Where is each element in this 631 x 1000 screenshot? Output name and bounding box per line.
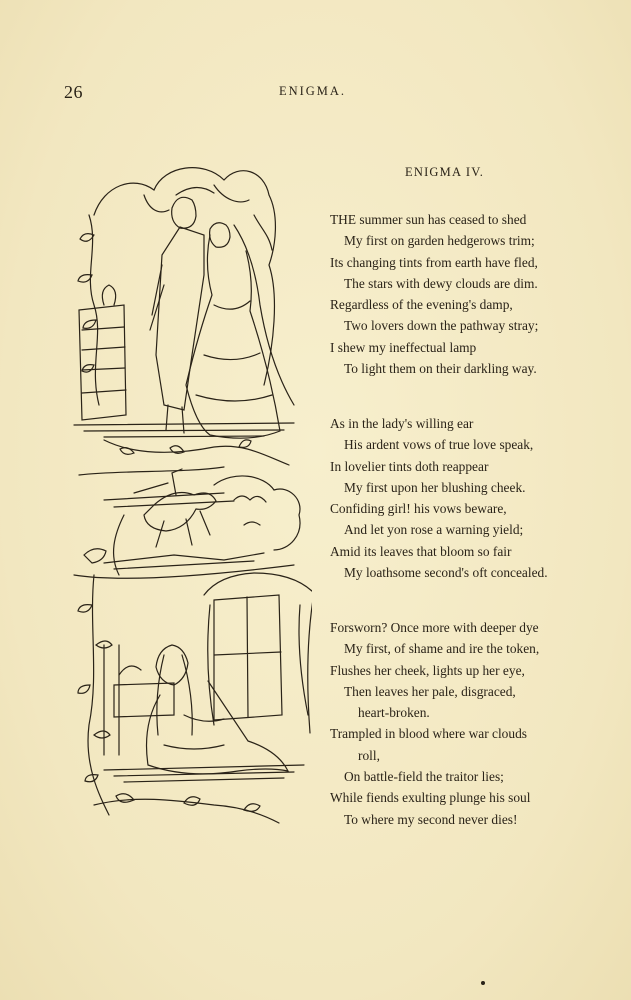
poem-line: To light them on their darkling way. [344,361,537,377]
poem-line: On battle-field the traitor lies; [344,769,504,785]
enigma-title: ENIGMA IV. [405,165,485,179]
poem-line: As in the lady's willing ear [330,416,474,431]
running-title-text: ENIGMA. [278,84,347,98]
page-number: 26 [64,82,83,102]
poem-line: My first, of shame and ire the token, [344,641,540,657]
lovers-in-garden-scene [74,168,294,465]
poem-line: To where my second never dies! [344,811,518,827]
poem-line: Flushes her cheek, lights up her eye, [330,662,525,678]
poem-line: I shew my ineffectual lamp [330,339,477,355]
poem-line: Its changing tints from earth have fled, [330,254,538,270]
engraving-illustration [64,155,312,830]
poem-line: Then leaves her pale, disgraced, [344,683,516,699]
poem-line: My first on garden hedgerows trim; [344,233,535,249]
poem-line: His ardent vows of true love speak, [344,437,534,453]
weeping-woman-scene [78,573,312,823]
poem-line: My first upon her blushing cheek. [344,479,526,495]
poem-line: roll, [358,747,380,763]
running-title [0,84,631,99]
poem-line: Forsworn? Once more with deeper dye [330,620,539,635]
poem-line: My loathsome second's oft concealed. [344,565,548,581]
poem-line: Regardless of the evening's damp, [330,297,513,313]
stanza-1 [330,209,630,379]
poem-line: And let yon rose a warning yield; [344,522,524,538]
poem-line: While fiends exulting plunge his soul [330,790,531,806]
stanza-3 [330,617,630,830]
poem-line: Confiding girl! his vows beware, [330,501,507,517]
poem-line: THE summer sun has ceased to shed [330,212,527,227]
poem-line: Amid its leaves that bloom so fair [330,543,512,559]
poem-line: In lovelier tints doth reappear [330,458,489,474]
poem-line: Two lovers down the pathway stray; [344,318,539,334]
poem-line: The stars with dewy clouds are dim. [344,275,538,291]
poem-line: Trampled in blood where war clouds [330,726,527,742]
battle-scene [74,467,300,578]
stanza-2 [330,413,630,583]
ink-speck [481,981,485,985]
poem-line: heart-broken. [358,705,430,721]
